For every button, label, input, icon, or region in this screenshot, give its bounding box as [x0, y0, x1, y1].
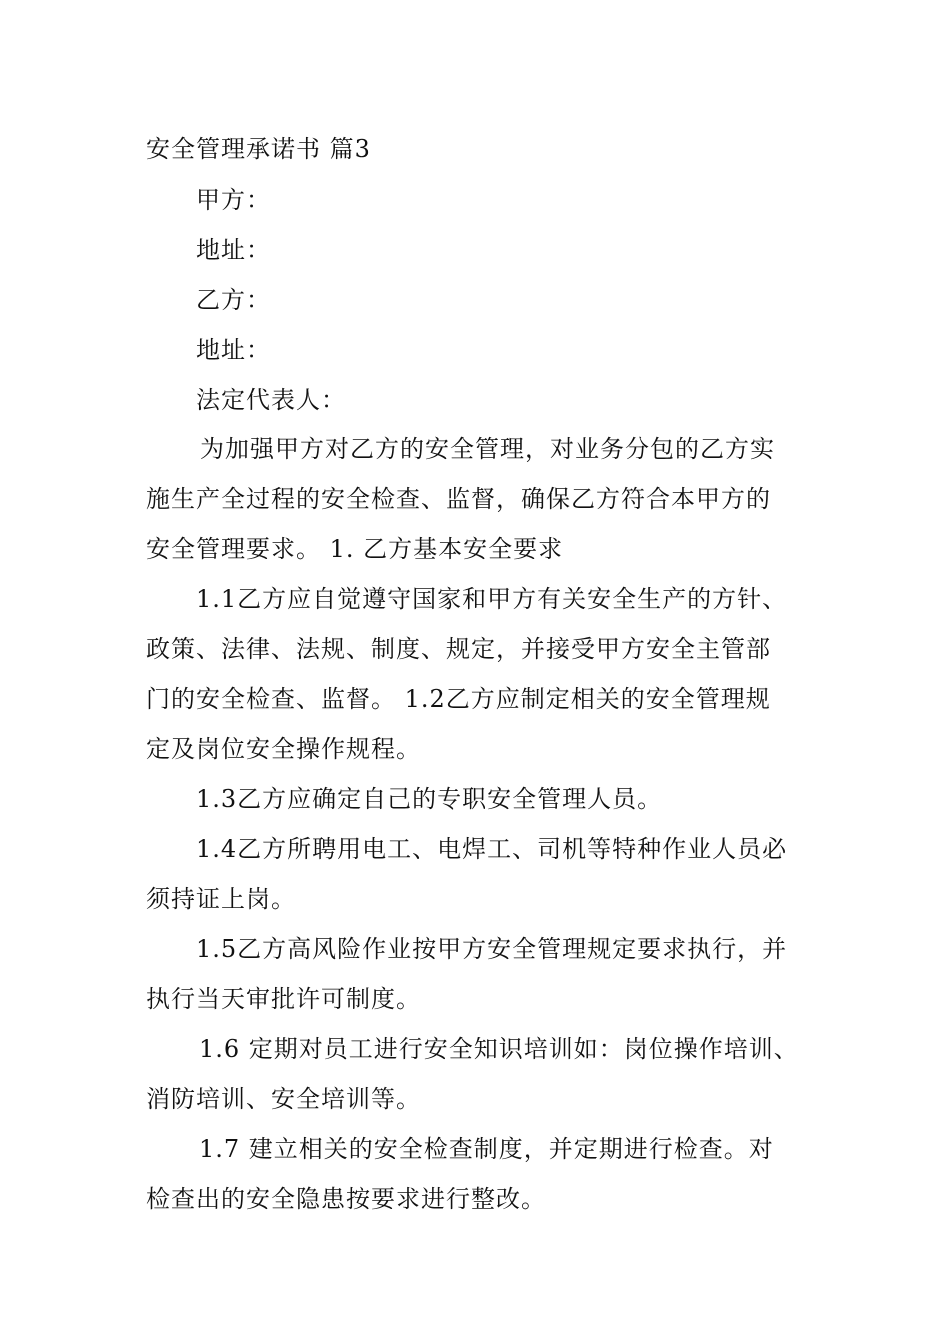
- clause-1-1-line-2: 政策、法律、法规、制度、规定，并接受甲方安全主管部: [146, 635, 771, 663]
- clause-1-4-line-1: 1.4乙方所聘用电工、电焊工、司机等特种作业人员必: [196, 835, 788, 863]
- intro-line-2: 施生产全过程的安全检查、监督，确保乙方符合本甲方的: [146, 485, 771, 513]
- party-b-label: 乙方：: [196, 286, 271, 314]
- party-a-label: 甲方：: [196, 186, 271, 214]
- clause-1-7-line-1: 1.7 建立相关的安全检查制度，并定期进行检查。对: [199, 1135, 774, 1163]
- clause-1-7-line-2: 检查出的安全隐患按要求进行整改。: [146, 1185, 546, 1213]
- clause-1-1-line-3: 门的安全检查、监督。 1.2乙方应制定相关的安全管理规: [146, 685, 771, 713]
- address-b-label: 地址：: [196, 336, 271, 364]
- clause-1-5-line-2: 执行当天审批许可制度。: [146, 985, 421, 1013]
- clause-1-5-line-1: 1.5乙方高风险作业按甲方安全管理规定要求执行，并: [196, 935, 788, 963]
- clause-1-3-line-1: 1.3乙方应确定自己的专职安全管理人员。: [196, 785, 663, 813]
- clause-1-1-line-1: 1.1乙方应自觉遵守国家和甲方有关安全生产的方针、: [196, 585, 788, 613]
- clause-1-6-line-2: 消防培训、安全培训等。: [146, 1085, 421, 1113]
- address-a-label: 地址：: [196, 236, 271, 264]
- legal-representative-label: 法定代表人：: [196, 386, 346, 414]
- intro-line-3: 安全管理要求。 1. 乙方基本安全要求: [146, 535, 564, 563]
- clause-1-1-line-4: 定及岗位安全操作规程。: [146, 735, 421, 763]
- document-title: 安全管理承诺书 篇3: [146, 135, 371, 163]
- intro-line-1: 为加强甲方对乙方的安全管理，对业务分包的乙方实: [200, 435, 775, 463]
- clause-1-4-line-2: 须持证上岗。: [146, 885, 296, 913]
- clause-1-6-line-1: 1.6 定期对员工进行安全知识培训如：岗位操作培训、: [199, 1035, 799, 1063]
